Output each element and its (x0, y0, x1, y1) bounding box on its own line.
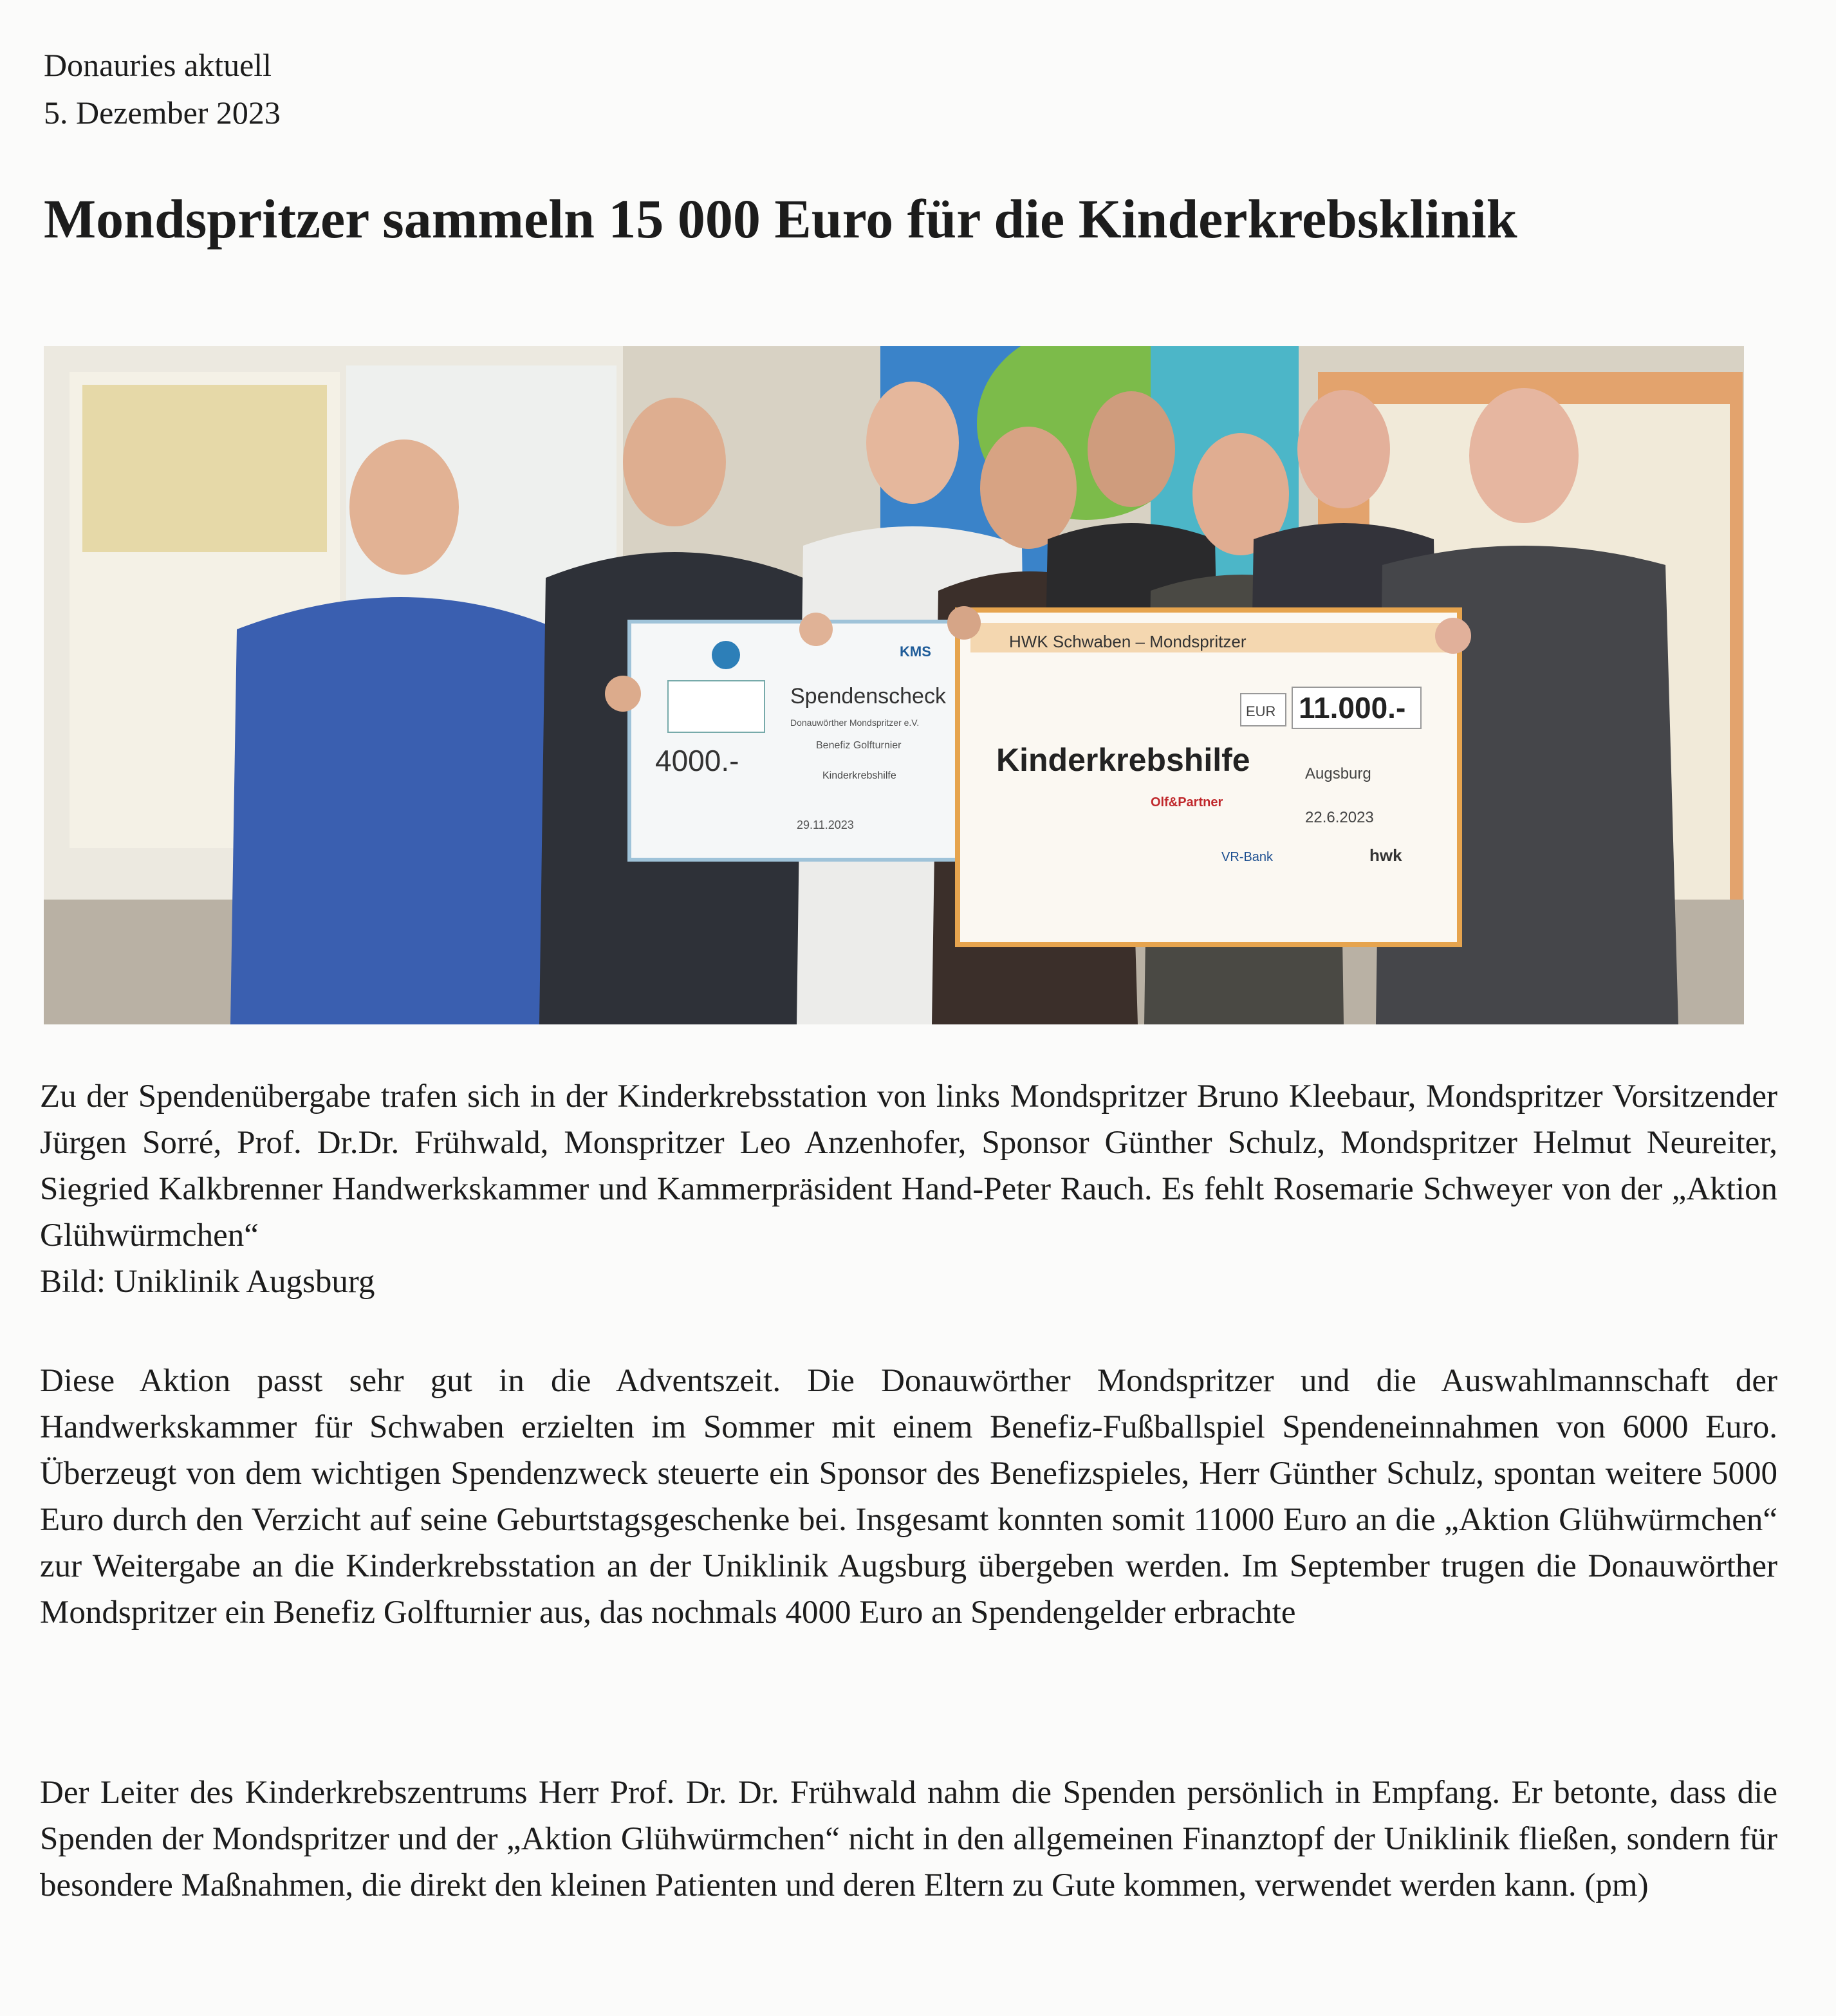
photo-credit: Bild: Uniklinik Augsburg (40, 1264, 375, 1300)
check-small-recipient: Kinderkrebshilfe (822, 770, 896, 781)
donation-check-large (958, 610, 1460, 945)
check-large-header: HWK Schwaben – Mondspritzer (1009, 632, 1247, 651)
article-paragraph-2: Der Leiter des Kinderkrebszentrums Herr Prof. Dr. Dr. Frühwald nahm die Spenden persönlich in Empfang. Er betonte, dass die Spenden der Mondspritzer und der „Aktion Glühwürmchen“ nicht in den allgemeinen Finanztopf der Uniklinik fließen, sondern für besondere Maßnahmen, die direkt den kleinen Patienten und deren Eltern zu Gute kommen, verwendet werden kann. (pm) (40, 1775, 1777, 1903)
publication-name: Donauries aktuell (44, 47, 272, 83)
check-large-currency: EUR (1246, 703, 1276, 719)
article-headline: Mondspritzer sammeln 15 000 Euro für die Kinderkrebsklinik (44, 188, 1517, 250)
article-photo (44, 346, 1744, 1024)
check-large-recipient: Kinderkrebshilfe (996, 742, 1250, 778)
check-small-event: Benefiz Golfturnier (816, 740, 902, 751)
kms-logo-text: KMS (900, 643, 931, 660)
check-large-amount: 11.000.- (1299, 691, 1406, 725)
check-small-date: 29.11.2023 (797, 818, 854, 831)
check-small-issuer: Donauwörther Mondspritzer e.V. (790, 717, 920, 728)
check-small-title: Spendenscheck (790, 684, 946, 708)
hwk-logo: hwk (1369, 846, 1402, 865)
check-small-amount: 4000.- (655, 744, 739, 777)
photo-caption: Zu der Spendenübergabe trafen sich in der Kinderkrebsstation von links Mondspritzer Bruno Kleebaur, Mondspritzer Vorsitzender Jürgen Sorré, Prof. Dr.Dr. Frühwald, Monspritzer Leo Anzenhofer, Sponsor Günther Schulz, Mondspritzer Helmut Neureiter, Siegried Kalkbrenner Handwerkskammer und Kammerpräsident Hand-Peter Rauch. Es fehlt Rosemarie Schweyer von der „Aktion Glühwürmchen“ (40, 1078, 1777, 1253)
check-large-place: Augsburg (1305, 765, 1371, 782)
vr-bank-logo: VR-Bank (1221, 850, 1274, 864)
masthead (44, 41, 281, 136)
article-paragraph-1: Diese Aktion passt sehr gut in die Adventszeit. Die Donauwörther Mondspritzer und die Auswahlmannschaft der Handwerkskammer für Schwaben erzielten im Sommer mit einem Benefiz-Fußballspiel Spendeneinnahmen von 6000 Euro. Überzeugt von dem wichtigen Spendenzweck steuerte ein Sponsor des Benefizspieles, Herr Günther Schulz, spontan weitere 5000 Euro durch den Verzicht auf seine Geburtstagsgeschenke bei. Insgesamt konnten somit 11000 Euro an die „Aktion Glühwürmchen“ zur Weitergabe an die Kinderkrebsstation an der Uniklinik Augsburg übergeben werden. Im September trugen die Donauwörther Mondspritzer ein Benefiz Golfturnier aus, das nochmals 4000 Euro an Spendengelder erbrachte (40, 1363, 1777, 1631)
check-large-date: 22.6.2023 (1305, 809, 1374, 826)
olf-partner-logo: Olf&Partner (1151, 795, 1223, 809)
publication-date: 5. Dezember 2023 (44, 95, 281, 131)
